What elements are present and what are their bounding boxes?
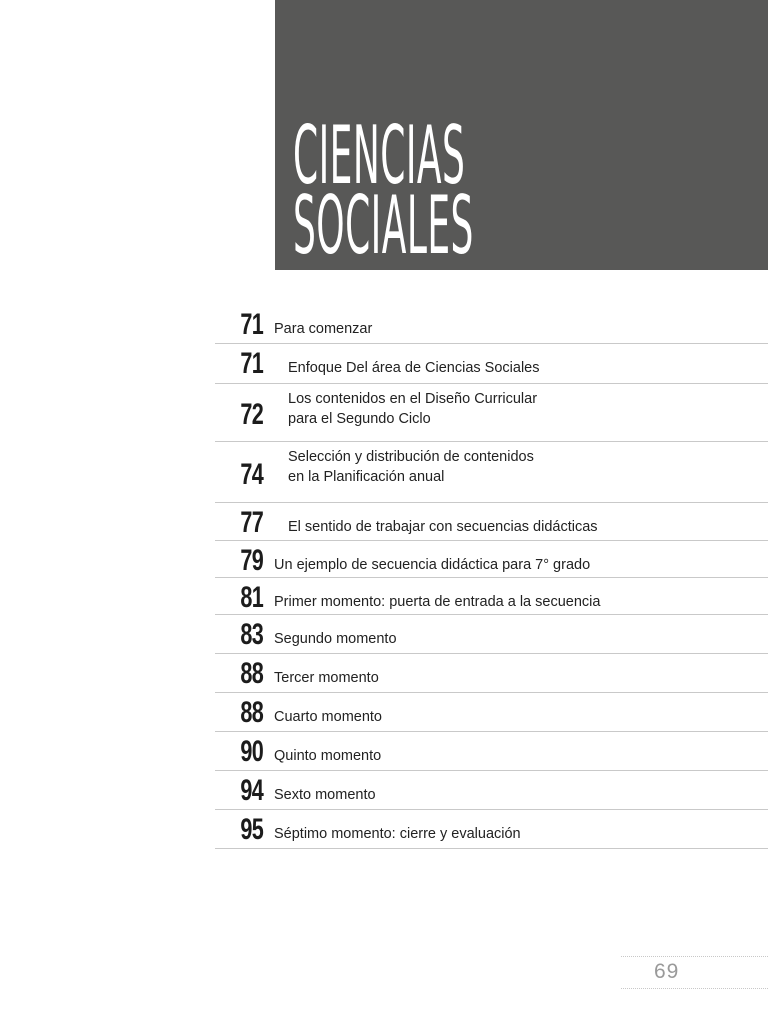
toc-entry-title-line: Enfoque Del área de Ciencias Sociales (288, 360, 540, 376)
toc-page-number: 88 (240, 657, 263, 690)
toc-entry-title-line: El sentido de trabajar con secuencias didácticas (288, 519, 598, 535)
toc-entry-title-line: Primer momento: puerta de entrada a la secuencia (274, 594, 601, 610)
toc-page-number: 83 (240, 618, 263, 651)
toc-entry[interactable] (215, 503, 768, 541)
toc-entry-title (288, 389, 537, 429)
toc-entry-title (274, 746, 381, 766)
toc-page-number: 94 (240, 774, 263, 807)
toc-entry[interactable] (215, 384, 768, 442)
toc-entry-title-line: Cuarto momento (274, 709, 382, 725)
toc-entry-title-line: Un ejemplo de secuencia didáctica para 7° grado (274, 557, 591, 573)
toc-entry-title (274, 707, 382, 727)
page-number: 69 (654, 960, 680, 983)
toc-entry[interactable] (215, 810, 768, 849)
toc-page-number: 74 (240, 457, 263, 491)
toc-entry[interactable] (215, 442, 768, 503)
toc-entry[interactable] (215, 344, 768, 384)
toc-entry-title (274, 592, 600, 612)
toc-entry-title (274, 555, 590, 575)
toc-entry-title-line: Quinto momento (274, 748, 382, 764)
toc-page-number: 71 (240, 347, 263, 380)
toc-entry-title (274, 629, 397, 649)
toc-page-number: 81 (240, 581, 263, 614)
toc-entry-title (274, 785, 376, 805)
toc-entry-title-line: para el Segundo Ciclo (288, 411, 431, 427)
toc-entry-title-line: en la Planificación anual (288, 469, 445, 485)
toc-page-number: 79 (240, 544, 263, 577)
table-of-contents (215, 305, 768, 849)
toc-entry-title-line: Para comenzar (274, 321, 373, 337)
toc-page-number: 88 (240, 696, 263, 729)
toc-entry-title (288, 447, 534, 487)
toc-entry-title-line: Segundo momento (274, 631, 397, 647)
toc-page-number: 71 (240, 308, 263, 341)
toc-entry-title (288, 517, 598, 537)
toc-entry-title (274, 824, 521, 844)
toc-entry-title-line: Tercer momento (274, 670, 379, 686)
toc-page-number: 77 (240, 506, 263, 539)
toc-entry-title-line: Los contenidos en el Diseño Curricular (288, 391, 538, 407)
toc-entry-title (274, 668, 379, 688)
toc-entry[interactable] (215, 654, 768, 693)
toc-entry[interactable] (215, 578, 768, 615)
toc-entry[interactable] (215, 305, 768, 344)
toc-page-number: 90 (240, 735, 263, 768)
toc-entry[interactable] (215, 771, 768, 810)
toc-entry[interactable] (215, 693, 768, 732)
toc-entry[interactable] (215, 541, 768, 578)
toc-entry-title-line: Séptimo momento: cierre y evaluación (274, 826, 521, 842)
chapter-title-line-2: SOCIALES (293, 179, 474, 272)
toc-entry-title (288, 358, 539, 378)
page-footer (621, 956, 768, 989)
toc-entry-title-line: Selección y distribución de contenidos (288, 449, 534, 465)
toc-entry[interactable] (215, 732, 768, 771)
toc-entry[interactable] (215, 615, 768, 654)
toc-page-number: 95 (240, 813, 263, 846)
chapter-title-line-1: CIENCIAS (293, 109, 466, 202)
toc-entry-title-line: Sexto momento (274, 787, 376, 803)
chapter-header (275, 0, 768, 270)
toc-entry-title (274, 319, 372, 339)
toc-page-number: 72 (240, 398, 263, 431)
